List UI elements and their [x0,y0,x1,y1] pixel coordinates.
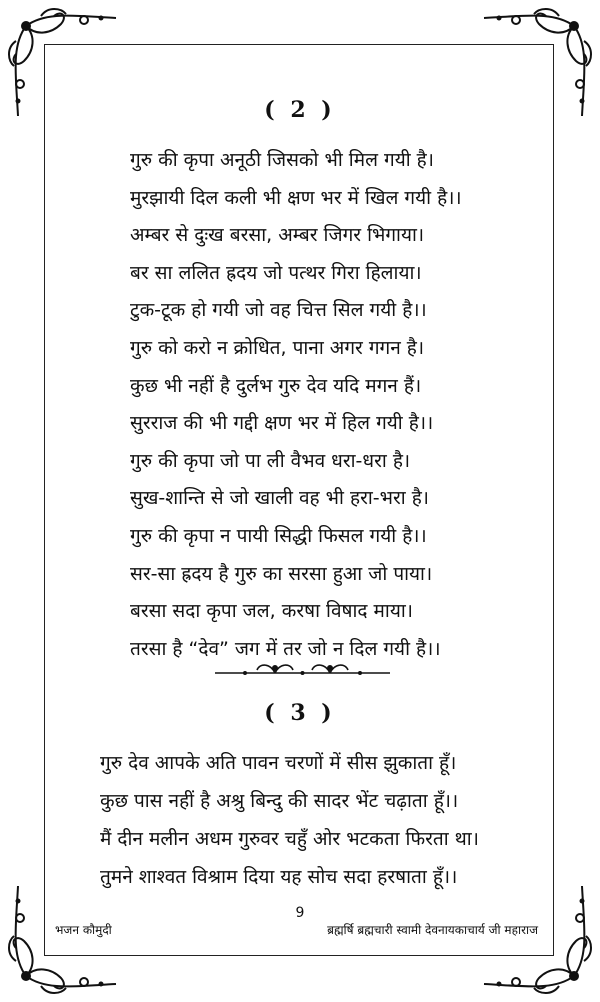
verse-line: तरसा है “देव” जग में तर जो न दिल गयी है।। [130,637,441,660]
ornamental-divider [215,658,390,680]
verse-line: गुरु को करो न क्रोधित, पाना अगर गगन है। [130,336,425,359]
verse-line: तुमने शाश्वत विश्राम दिया यह सोच सदा हरषाता हूँ।। [100,866,458,888]
verse-line: सुख-शान्ति से जो खाली वह भी हरा-भरा है। [130,487,429,510]
verse-line: टुक-टूक हो गयी जो वह चित्त सिल गयी है।। [130,299,427,322]
verse-line: मैं दीन मलीन अधम गुरुवर चहुँ ओर भटकता फिरता था। [100,828,479,850]
page-number: 9 [295,905,305,921]
author-footer: ब्रह्मर्षि ब्रह्मचारी स्वामी देवनायकाचार्य जी महाराज [327,923,538,937]
verse-line: कुछ पास नहीं है अश्रु बिन्दु की सादर भेंट चढ़ाता हूँ।। [100,790,459,812]
section-3-heading: ( 3 ) [264,700,336,726]
section-2-heading: ( 2 ) [264,97,336,123]
section-3-verses [100,744,505,896]
verse-line: अम्बर से दुःख बरसा, अम्बर जिगर भिगाया। [130,224,425,247]
section-2-verses [130,142,482,668]
verse-line: बरसा सदा कृपा जल, करषा विषाद माया। [130,600,413,623]
verse-line: मुरझायी दिल कली भी क्षण भर में खिल गयी है।। [130,186,462,209]
verse-line: गुरु की कृपा अनूठी जिसको भी मिल गयी है। [130,149,434,171]
verse-line: कुछ भी नहीं है दुर्लभ गुरु देव यदि मगन हैं। [130,374,422,397]
book-title-footer: भजन कौमुदी [55,923,112,937]
verse-line: बर सा ललित ह्रदय जो पत्थर गिरा हिलाया। [130,261,422,284]
verse-line: गुरु की कृपा न पायी सिद्धी फिसल गयी है।। [130,524,427,547]
verse-line: सर-सा ह्रदय है गुरु का सरसा हुआ जो पाया। [130,562,433,585]
verse-line: सुरराज की भी गद्दी क्षण भर में हिल गयी है।। [130,412,434,435]
verse-line: गुरु की कृपा जो पा ली वैभव धरा-धरा है। [130,449,411,472]
verse-line: गुरु देव आपके अति पावन चरणों में सीस झुकाता हूँ। [100,752,457,774]
